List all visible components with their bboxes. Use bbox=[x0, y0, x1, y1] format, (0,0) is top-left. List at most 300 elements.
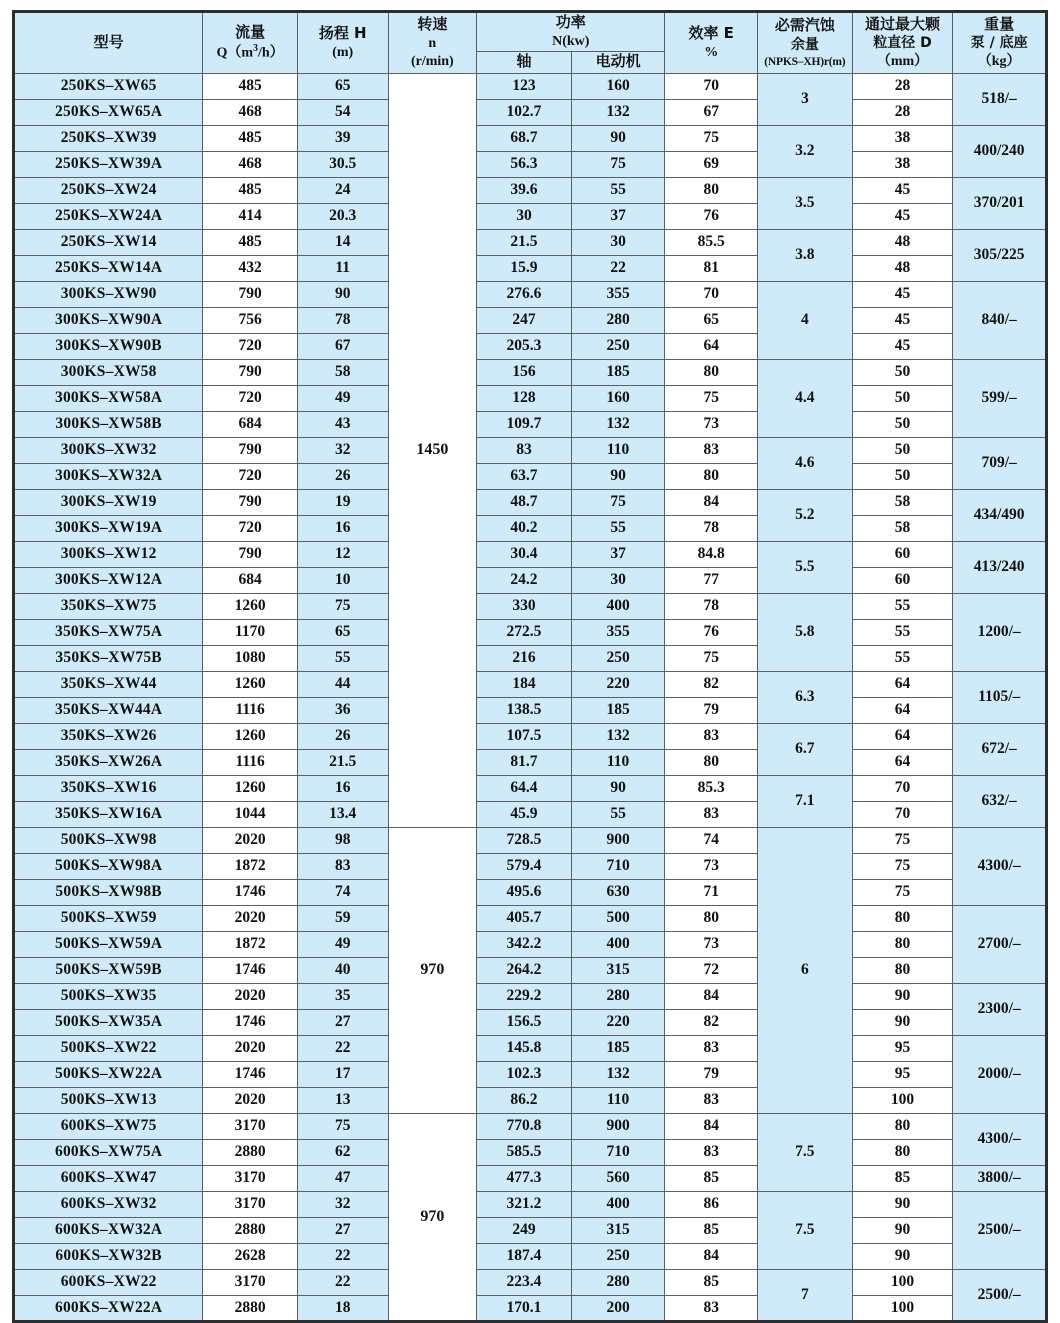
header-flow: 流量 $Q(m^3/h)$ bbox=[203, 12, 298, 74]
table-row bbox=[14, 307, 1047, 333]
cell-efficiency: 81 bbox=[665, 255, 758, 281]
cell-flow: 2880 bbox=[203, 1139, 298, 1165]
cell-npsh: 5.8 bbox=[758, 593, 853, 671]
cell-power-shaft: 205.3 bbox=[477, 333, 572, 359]
cell-efficiency: 80 bbox=[665, 177, 758, 203]
cell-flow: 1080 bbox=[203, 645, 298, 671]
cell-power-shaft: 24.2 bbox=[477, 567, 572, 593]
cell-power-motor: 355 bbox=[571, 619, 665, 645]
table-row bbox=[14, 333, 1047, 359]
cell-particle-diameter: 64 bbox=[852, 671, 953, 697]
cell-flow: 2020 bbox=[203, 827, 298, 853]
cell-power-shaft: 170.1 bbox=[477, 1295, 572, 1321]
cell-flow: 756 bbox=[203, 307, 298, 333]
table-row bbox=[14, 957, 1047, 983]
header-flow-unit: $Q(m^3/h)$ bbox=[216, 43, 284, 62]
cell-flow: 790 bbox=[203, 541, 298, 567]
cell-weight: 413/240 bbox=[953, 541, 1047, 593]
cell-power-motor: 37 bbox=[571, 203, 665, 229]
cell-model: 250KS–XW24A bbox=[14, 203, 203, 229]
cell-flow: 1044 bbox=[203, 801, 298, 827]
cell-head: 17 bbox=[297, 1061, 388, 1087]
table-row bbox=[14, 411, 1047, 437]
cell-flow: 1746 bbox=[203, 1009, 298, 1035]
cell-model: 300KS–XW19 bbox=[14, 489, 203, 515]
cell-power-shaft: 48.7 bbox=[477, 489, 572, 515]
cell-particle-diameter: 80 bbox=[852, 905, 953, 931]
cell-particle-diameter: 70 bbox=[852, 775, 953, 801]
cell-power-shaft: 39.6 bbox=[477, 177, 572, 203]
cell-power-shaft: 770.8 bbox=[477, 1113, 572, 1139]
cell-weight: 3800/– bbox=[953, 1165, 1047, 1191]
cell-efficiency: 83 bbox=[665, 1035, 758, 1061]
cell-model: 300KS–XW90A bbox=[14, 307, 203, 333]
cell-efficiency: 83 bbox=[665, 801, 758, 827]
cell-efficiency: 76 bbox=[665, 203, 758, 229]
cell-particle-diameter: 48 bbox=[852, 229, 953, 255]
table-row bbox=[14, 463, 1047, 489]
cell-npsh: 4.6 bbox=[758, 437, 853, 489]
cell-efficiency: 85 bbox=[665, 1269, 758, 1295]
cell-power-shaft: 477.3 bbox=[477, 1165, 572, 1191]
table-row bbox=[14, 255, 1047, 281]
cell-npsh: 7.1 bbox=[758, 775, 853, 827]
table-row bbox=[14, 385, 1047, 411]
table-row bbox=[14, 853, 1047, 879]
cell-model: 300KS–XW58A bbox=[14, 385, 203, 411]
cell-efficiency: 80 bbox=[665, 359, 758, 385]
cell-efficiency: 83 bbox=[665, 1139, 758, 1165]
table-row bbox=[14, 1243, 1047, 1269]
cell-power-shaft: 342.2 bbox=[477, 931, 572, 957]
cell-power-motor: 185 bbox=[571, 1035, 665, 1061]
table-row bbox=[14, 645, 1047, 671]
cell-power-shaft: 30 bbox=[477, 203, 572, 229]
cell-power-shaft: 187.4 bbox=[477, 1243, 572, 1269]
pump-specification-table bbox=[12, 10, 1048, 1323]
table-row bbox=[14, 827, 1047, 853]
cell-efficiency: 70 bbox=[665, 281, 758, 307]
table-row bbox=[14, 177, 1047, 203]
cell-head: 26 bbox=[297, 723, 388, 749]
cell-flow: 684 bbox=[203, 567, 298, 593]
cell-npsh: 3.2 bbox=[758, 125, 853, 177]
cell-model: 350KS–XW75A bbox=[14, 619, 203, 645]
table-row bbox=[14, 749, 1047, 775]
cell-head: 14 bbox=[297, 229, 388, 255]
cell-efficiency: 80 bbox=[665, 463, 758, 489]
cell-efficiency: 80 bbox=[665, 905, 758, 931]
cell-weight: 305/225 bbox=[953, 229, 1047, 281]
cell-efficiency: 85 bbox=[665, 1217, 758, 1243]
table-row bbox=[14, 437, 1047, 463]
cell-npsh: 3 bbox=[758, 73, 853, 125]
cell-power-shaft: 156 bbox=[477, 359, 572, 385]
cell-head: 74 bbox=[297, 879, 388, 905]
cell-power-shaft: 15.9 bbox=[477, 255, 572, 281]
cell-particle-diameter: 55 bbox=[852, 619, 953, 645]
cell-efficiency: 78 bbox=[665, 593, 758, 619]
cell-particle-diameter: 90 bbox=[852, 1009, 953, 1035]
cell-power-shaft: 229.2 bbox=[477, 983, 572, 1009]
cell-power-motor: 250 bbox=[571, 1243, 665, 1269]
cell-head: 24 bbox=[297, 177, 388, 203]
header-efficiency: 效率 E % bbox=[665, 12, 758, 74]
cell-model: 600KS–XW32B bbox=[14, 1243, 203, 1269]
cell-power-motor: 22 bbox=[571, 255, 665, 281]
table-row bbox=[14, 1113, 1047, 1139]
cell-power-motor: 315 bbox=[571, 957, 665, 983]
cell-model: 300KS–XW32 bbox=[14, 437, 203, 463]
cell-particle-diameter: 60 bbox=[852, 567, 953, 593]
cell-flow: 1260 bbox=[203, 775, 298, 801]
table-row bbox=[14, 775, 1047, 801]
cell-power-shaft: 64.4 bbox=[477, 775, 572, 801]
cell-efficiency: 83 bbox=[665, 1295, 758, 1321]
cell-flow: 468 bbox=[203, 151, 298, 177]
cell-speed: 970 bbox=[388, 1113, 477, 1321]
cell-particle-diameter: 70 bbox=[852, 801, 953, 827]
cell-particle-diameter: 58 bbox=[852, 489, 953, 515]
cell-head: 26 bbox=[297, 463, 388, 489]
cell-weight: 434/490 bbox=[953, 489, 1047, 541]
cell-flow: 1116 bbox=[203, 749, 298, 775]
cell-power-shaft: 63.7 bbox=[477, 463, 572, 489]
cell-power-motor: 132 bbox=[571, 411, 665, 437]
cell-power-shaft: 123 bbox=[477, 73, 572, 99]
cell-power-motor: 37 bbox=[571, 541, 665, 567]
cell-power-shaft: 156.5 bbox=[477, 1009, 572, 1035]
cell-flow: 1116 bbox=[203, 697, 298, 723]
cell-weight: 2700/– bbox=[953, 905, 1047, 983]
cell-efficiency: 84 bbox=[665, 1243, 758, 1269]
cell-weight: 2000/– bbox=[953, 1035, 1047, 1113]
cell-head: 83 bbox=[297, 853, 388, 879]
cell-flow: 1872 bbox=[203, 931, 298, 957]
cell-particle-diameter: 90 bbox=[852, 983, 953, 1009]
cell-model: 300KS–XW58 bbox=[14, 359, 203, 385]
cell-power-motor: 315 bbox=[571, 1217, 665, 1243]
cell-power-motor: 90 bbox=[571, 125, 665, 151]
cell-power-motor: 220 bbox=[571, 671, 665, 697]
cell-particle-diameter: 100 bbox=[852, 1295, 953, 1321]
table-row bbox=[14, 671, 1047, 697]
cell-head: 40 bbox=[297, 957, 388, 983]
table-row bbox=[14, 1061, 1047, 1087]
cell-power-motor: 560 bbox=[571, 1165, 665, 1191]
table-row bbox=[14, 73, 1047, 99]
cell-model: 350KS–XW75 bbox=[14, 593, 203, 619]
table-row bbox=[14, 1295, 1047, 1321]
cell-particle-diameter: 28 bbox=[852, 99, 953, 125]
cell-efficiency: 79 bbox=[665, 697, 758, 723]
cell-head: 10 bbox=[297, 567, 388, 593]
cell-power-shaft: 249 bbox=[477, 1217, 572, 1243]
cell-head: 22 bbox=[297, 1035, 388, 1061]
cell-power-motor: 185 bbox=[571, 697, 665, 723]
cell-efficiency: 85.5 bbox=[665, 229, 758, 255]
cell-power-shaft: 321.2 bbox=[477, 1191, 572, 1217]
cell-particle-diameter: 75 bbox=[852, 827, 953, 853]
cell-power-shaft: 128 bbox=[477, 385, 572, 411]
cell-model: 350KS–XW16A bbox=[14, 801, 203, 827]
header-particle-diameter: 通过最大颗 粒直径 D （mm） bbox=[852, 12, 953, 74]
cell-flow: 2628 bbox=[203, 1243, 298, 1269]
cell-particle-diameter: 50 bbox=[852, 385, 953, 411]
cell-flow: 485 bbox=[203, 229, 298, 255]
cell-head: 22 bbox=[297, 1243, 388, 1269]
cell-particle-diameter: 85 bbox=[852, 1165, 953, 1191]
cell-flow: 468 bbox=[203, 99, 298, 125]
cell-power-motor: 160 bbox=[571, 385, 665, 411]
cell-particle-diameter: 75 bbox=[852, 879, 953, 905]
cell-power-motor: 355 bbox=[571, 281, 665, 307]
cell-efficiency: 85 bbox=[665, 1165, 758, 1191]
cell-flow: 3170 bbox=[203, 1113, 298, 1139]
cell-power-shaft: 223.4 bbox=[477, 1269, 572, 1295]
cell-power-shaft: 56.3 bbox=[477, 151, 572, 177]
cell-particle-diameter: 75 bbox=[852, 853, 953, 879]
cell-model: 300KS–XW90B bbox=[14, 333, 203, 359]
cell-power-motor: 220 bbox=[571, 1009, 665, 1035]
cell-head: 47 bbox=[297, 1165, 388, 1191]
cell-model: 500KS–XW35 bbox=[14, 983, 203, 1009]
cell-weight: 672/– bbox=[953, 723, 1047, 775]
cell-efficiency: 84.8 bbox=[665, 541, 758, 567]
cell-weight: 4300/– bbox=[953, 827, 1047, 905]
table-row bbox=[14, 281, 1047, 307]
cell-power-motor: 280 bbox=[571, 983, 665, 1009]
cell-particle-diameter: 60 bbox=[852, 541, 953, 567]
table-row bbox=[14, 801, 1047, 827]
cell-model: 350KS–XW44A bbox=[14, 697, 203, 723]
cell-flow: 684 bbox=[203, 411, 298, 437]
cell-head: 78 bbox=[297, 307, 388, 333]
cell-flow: 485 bbox=[203, 73, 298, 99]
cell-power-motor: 900 bbox=[571, 827, 665, 853]
cell-particle-diameter: 45 bbox=[852, 281, 953, 307]
table-row bbox=[14, 879, 1047, 905]
cell-weight: 1105/– bbox=[953, 671, 1047, 723]
cell-particle-diameter: 38 bbox=[852, 125, 953, 151]
cell-particle-diameter: 64 bbox=[852, 749, 953, 775]
cell-flow: 2020 bbox=[203, 1035, 298, 1061]
table-row bbox=[14, 567, 1047, 593]
cell-flow: 2020 bbox=[203, 1087, 298, 1113]
cell-model: 300KS–XW58B bbox=[14, 411, 203, 437]
table-row bbox=[14, 489, 1047, 515]
cell-particle-diameter: 50 bbox=[852, 411, 953, 437]
cell-head: 16 bbox=[297, 515, 388, 541]
cell-efficiency: 84 bbox=[665, 983, 758, 1009]
cell-model: 600KS–XW22A bbox=[14, 1295, 203, 1321]
cell-head: 75 bbox=[297, 593, 388, 619]
cell-flow: 790 bbox=[203, 437, 298, 463]
cell-head: 98 bbox=[297, 827, 388, 853]
table-row bbox=[14, 203, 1047, 229]
cell-head: 30.5 bbox=[297, 151, 388, 177]
table-row bbox=[14, 125, 1047, 151]
cell-particle-diameter: 64 bbox=[852, 697, 953, 723]
cell-particle-diameter: 45 bbox=[852, 203, 953, 229]
cell-flow: 2880 bbox=[203, 1295, 298, 1321]
cell-head: 58 bbox=[297, 359, 388, 385]
cell-power-motor: 75 bbox=[571, 489, 665, 515]
table-row bbox=[14, 229, 1047, 255]
cell-flow: 3170 bbox=[203, 1269, 298, 1295]
cell-efficiency: 69 bbox=[665, 151, 758, 177]
table-row bbox=[14, 541, 1047, 567]
table-row bbox=[14, 619, 1047, 645]
cell-npsh: 4.4 bbox=[758, 359, 853, 437]
cell-power-shaft: 728.5 bbox=[477, 827, 572, 853]
cell-flow: 1260 bbox=[203, 723, 298, 749]
cell-efficiency: 86 bbox=[665, 1191, 758, 1217]
cell-flow: 790 bbox=[203, 489, 298, 515]
cell-efficiency: 73 bbox=[665, 411, 758, 437]
header-model: 型号 bbox=[14, 12, 203, 74]
header-power-motor: 电动机 bbox=[571, 52, 665, 73]
cell-weight: 2500/– bbox=[953, 1269, 1047, 1321]
table-row bbox=[14, 1269, 1047, 1295]
cell-power-motor: 250 bbox=[571, 645, 665, 671]
cell-particle-diameter: 55 bbox=[852, 593, 953, 619]
cell-particle-diameter: 80 bbox=[852, 957, 953, 983]
cell-flow: 1872 bbox=[203, 853, 298, 879]
cell-head: 13.4 bbox=[297, 801, 388, 827]
cell-power-shaft: 83 bbox=[477, 437, 572, 463]
cell-power-shaft: 405.7 bbox=[477, 905, 572, 931]
cell-particle-diameter: 50 bbox=[852, 463, 953, 489]
cell-particle-diameter: 95 bbox=[852, 1061, 953, 1087]
cell-head: 32 bbox=[297, 1191, 388, 1217]
cell-head: 59 bbox=[297, 905, 388, 931]
cell-model: 600KS–XW75 bbox=[14, 1113, 203, 1139]
cell-model: 500KS–XW98B bbox=[14, 879, 203, 905]
cell-npsh: 6.3 bbox=[758, 671, 853, 723]
cell-particle-diameter: 90 bbox=[852, 1217, 953, 1243]
cell-power-motor: 90 bbox=[571, 775, 665, 801]
cell-model: 350KS–XW44 bbox=[14, 671, 203, 697]
cell-flow: 1170 bbox=[203, 619, 298, 645]
cell-efficiency: 67 bbox=[665, 99, 758, 125]
cell-particle-diameter: 45 bbox=[852, 307, 953, 333]
cell-model: 350KS–XW75B bbox=[14, 645, 203, 671]
cell-particle-diameter: 48 bbox=[852, 255, 953, 281]
cell-head: 44 bbox=[297, 671, 388, 697]
cell-model: 250KS–XW65A bbox=[14, 99, 203, 125]
cell-weight: 2500/– bbox=[953, 1191, 1047, 1269]
cell-head: 62 bbox=[297, 1139, 388, 1165]
cell-model: 300KS–XW32A bbox=[14, 463, 203, 489]
cell-head: 13 bbox=[297, 1087, 388, 1113]
cell-flow: 432 bbox=[203, 255, 298, 281]
cell-efficiency: 85.3 bbox=[665, 775, 758, 801]
cell-npsh: 4 bbox=[758, 281, 853, 359]
cell-efficiency: 84 bbox=[665, 489, 758, 515]
cell-flow: 790 bbox=[203, 359, 298, 385]
cell-power-shaft: 109.7 bbox=[477, 411, 572, 437]
cell-particle-diameter: 50 bbox=[852, 437, 953, 463]
cell-model: 300KS–XW90 bbox=[14, 281, 203, 307]
table-row bbox=[14, 1139, 1047, 1165]
header-power: 功率 N(kw) bbox=[477, 12, 665, 52]
header-weight: 重量 泵 / 底座 （kg） bbox=[953, 12, 1047, 74]
cell-power-shaft: 68.7 bbox=[477, 125, 572, 151]
cell-particle-diameter: 55 bbox=[852, 645, 953, 671]
cell-head: 49 bbox=[297, 385, 388, 411]
cell-power-motor: 30 bbox=[571, 229, 665, 255]
table-row bbox=[14, 905, 1047, 931]
cell-power-motor: 132 bbox=[571, 99, 665, 125]
cell-npsh: 7 bbox=[758, 1269, 853, 1321]
cell-power-motor: 185 bbox=[571, 359, 665, 385]
cell-head: 12 bbox=[297, 541, 388, 567]
cell-head: 49 bbox=[297, 931, 388, 957]
cell-npsh: 6 bbox=[758, 827, 853, 1113]
cell-particle-diameter: 100 bbox=[852, 1087, 953, 1113]
cell-model: 250KS–XW24 bbox=[14, 177, 203, 203]
table-header bbox=[14, 12, 1047, 74]
cell-power-motor: 55 bbox=[571, 177, 665, 203]
cell-head: 35 bbox=[297, 983, 388, 1009]
cell-power-motor: 110 bbox=[571, 437, 665, 463]
cell-power-shaft: 585.5 bbox=[477, 1139, 572, 1165]
cell-flow: 485 bbox=[203, 177, 298, 203]
cell-npsh: 3.8 bbox=[758, 229, 853, 281]
cell-flow: 2020 bbox=[203, 983, 298, 1009]
cell-power-shaft: 21.5 bbox=[477, 229, 572, 255]
cell-model: 500KS–XW59 bbox=[14, 905, 203, 931]
cell-power-shaft: 579.4 bbox=[477, 853, 572, 879]
header-npsh: 必需汽蚀 余量 (NPKS–XH)r(m) bbox=[758, 12, 853, 74]
cell-head: 11 bbox=[297, 255, 388, 281]
cell-power-motor: 710 bbox=[571, 853, 665, 879]
table-row bbox=[14, 1009, 1047, 1035]
cell-particle-diameter: 38 bbox=[852, 151, 953, 177]
table-body bbox=[14, 73, 1047, 1321]
cell-power-motor: 132 bbox=[571, 723, 665, 749]
cell-speed: 970 bbox=[388, 827, 477, 1113]
cell-particle-diameter: 80 bbox=[852, 1113, 953, 1139]
cell-power-motor: 280 bbox=[571, 307, 665, 333]
table-row bbox=[14, 1191, 1047, 1217]
cell-weight: 2300/– bbox=[953, 983, 1047, 1035]
cell-weight: 4300/– bbox=[953, 1113, 1047, 1165]
cell-power-shaft: 102.7 bbox=[477, 99, 572, 125]
cell-model: 300KS–XW12 bbox=[14, 541, 203, 567]
cell-efficiency: 80 bbox=[665, 749, 758, 775]
cell-head: 75 bbox=[297, 1113, 388, 1139]
cell-weight: 518/– bbox=[953, 73, 1047, 125]
cell-head: 65 bbox=[297, 619, 388, 645]
cell-flow: 1260 bbox=[203, 593, 298, 619]
cell-power-motor: 110 bbox=[571, 749, 665, 775]
cell-model: 250KS–XW65 bbox=[14, 73, 203, 99]
cell-efficiency: 76 bbox=[665, 619, 758, 645]
cell-power-motor: 400 bbox=[571, 1191, 665, 1217]
cell-weight: 370/201 bbox=[953, 177, 1047, 229]
cell-power-motor: 280 bbox=[571, 1269, 665, 1295]
cell-power-shaft: 86.2 bbox=[477, 1087, 572, 1113]
cell-npsh: 3.5 bbox=[758, 177, 853, 229]
cell-head: 67 bbox=[297, 333, 388, 359]
cell-particle-diameter: 100 bbox=[852, 1269, 953, 1295]
cell-model: 500KS–XW98A bbox=[14, 853, 203, 879]
cell-power-motor: 630 bbox=[571, 879, 665, 905]
cell-power-shaft: 107.5 bbox=[477, 723, 572, 749]
cell-head: 16 bbox=[297, 775, 388, 801]
